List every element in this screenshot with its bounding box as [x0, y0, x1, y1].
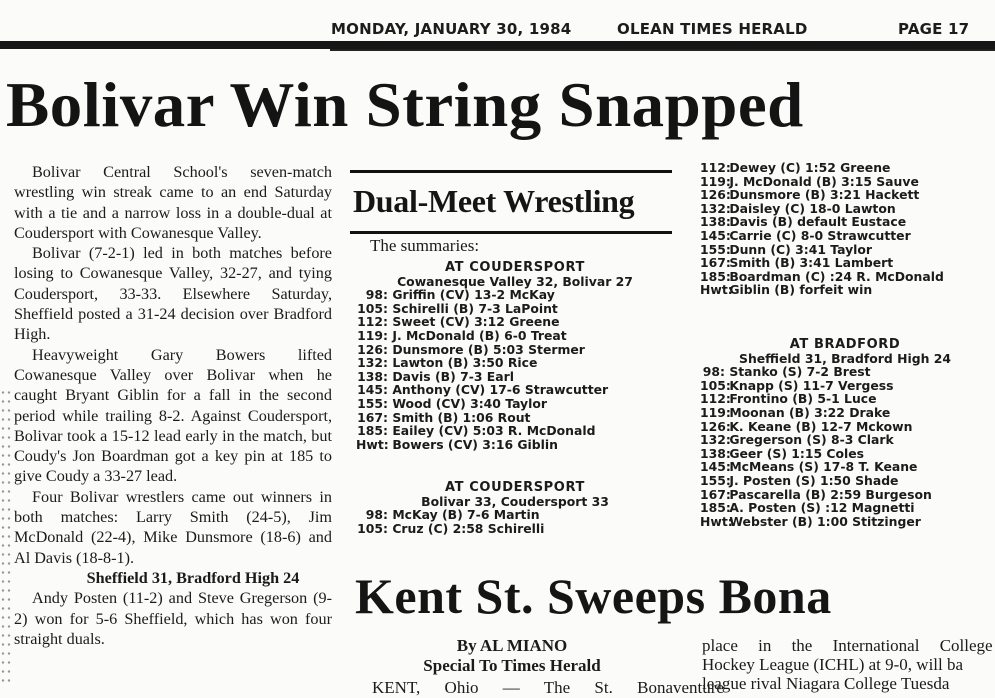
newspaper-name: OLEAN TIMES HERALD [617, 20, 808, 38]
weight-class: 155: [700, 241, 731, 257]
bout-result: Dunsmore (B) 3:21 Hackett [729, 187, 920, 203]
main-headline: Bolivar Win String Snapped [6, 70, 804, 140]
bout-result: Cruz (C) 2:58 Schirelli [392, 520, 545, 536]
meet-results [356, 481, 674, 535]
bout-row [356, 329, 674, 343]
bout-row [700, 392, 990, 406]
meet-score: Sheffield 31, Bradford High 24 [739, 350, 951, 366]
byline-block [352, 636, 672, 676]
bout-row [700, 256, 990, 270]
bout-row [356, 397, 674, 411]
bout-row [356, 424, 674, 438]
bout-row [700, 229, 990, 243]
meet-score: Bolivar 33, Coudersport 33 [421, 493, 609, 509]
weight-class: 132: [700, 432, 731, 448]
story-subhead: Sheffield 31, Bradford High 24 [86, 568, 300, 587]
bout-row [700, 379, 990, 393]
issue-date: MONDAY, JANUARY 30, 1984 [331, 20, 572, 38]
dateline: KENT, Ohio — The St. Bonaventure [372, 678, 724, 697]
bout-result: Knapp (S) 11-7 Vergess [729, 377, 894, 393]
weight-class: 119: [700, 404, 731, 420]
story-paragraph: Bolivar (7-2-1) led in both matches before losing to Cowanesque Valley, 32-27, and tying Coudersport, 33-33. Elsewhere Saturday, Sheffield posted a 31-24 decision over Bradford High. [14, 244, 332, 344]
bout-result: Dunsmore (B) 5:03 Stermer [392, 341, 585, 357]
weight-class: 185: [700, 500, 731, 516]
meet-results [700, 338, 990, 528]
bout-row [700, 420, 990, 434]
bout-result: Sweet (CV) 3:12 Greene [392, 314, 560, 330]
bout-result: Webster (B) 1:00 Stitzinger [729, 513, 921, 529]
bout-result: Davis (B) default Eustace [729, 214, 907, 230]
bout-row [356, 522, 674, 536]
weight-class: 155: [357, 395, 388, 411]
bout-row [700, 488, 990, 502]
byline: By AL MIANO [456, 636, 568, 655]
bout-row [700, 215, 990, 229]
weight-class: 145: [700, 227, 731, 243]
weight-class: 138: [357, 368, 388, 384]
weight-class: 167: [700, 486, 731, 502]
second-headline: Kent St. Sweeps Bona [355, 568, 832, 624]
weight-class: 167: [357, 409, 388, 425]
weight-class: 112: [357, 314, 388, 330]
story-paragraph: Four Bolivar wrestlers came out winners in both matches: Larry Smith (24-5), Jim McDonald (22-4), Mike Dunsmore (18-6) and Al Davis (18-8-1). [14, 487, 332, 567]
bout-result: Lawton (B) 3:50 Rice [392, 355, 538, 371]
bout-row [700, 447, 990, 461]
bout-row [356, 288, 674, 302]
bout-result: K. Keane (B) 12-7 Mckown [729, 418, 913, 434]
story-paragraph: Bolivar Central School's seven-match wrestling win streak came to an end Saturday with a tie and a narrow loss in a double-dual at Coudersport with Cowanesque Valley. [14, 163, 332, 242]
bout-result: McMeans (S) 17-8 T. Keane [729, 459, 918, 475]
meet-venue: AT COUDERSPORT [445, 260, 585, 275]
sidebar-bottom-rule [350, 231, 672, 234]
weight-class: 145: [357, 382, 388, 398]
meet-venue: AT BRADFORD [789, 337, 901, 352]
bout-result: Geer (S) 1:15 Coles [729, 445, 865, 461]
masthead-rule [0, 41, 995, 49]
bout-row [700, 283, 990, 297]
story-line: Hockey League (ICHL) at 9-0, will ba [702, 655, 964, 674]
bout-result: Giblin (B) forfeit win [729, 282, 873, 298]
bout-result: Stanko (S) 7-2 Brest [729, 364, 871, 380]
weight-class: 119: [700, 173, 731, 189]
story-line: league rival Niagara College Tuesda [702, 674, 950, 693]
bout-row [700, 365, 990, 379]
meet-score: Cowanesque Valley 32, Bolivar 27 [397, 273, 633, 289]
weight-class: Hwt: [700, 513, 733, 529]
bout-result: J. Posten (S) 1:50 Shade [729, 472, 899, 488]
bout-row [356, 438, 674, 452]
bout-row [700, 161, 990, 175]
bout-row [356, 411, 674, 425]
bout-row [700, 501, 990, 515]
bout-row [700, 474, 990, 488]
story-line: place in the International College [702, 636, 993, 655]
bout-row [700, 188, 990, 202]
bout-result: Gregerson (S) 8-3 Clark [729, 432, 894, 448]
bout-result: Boardman (C) :24 R. McDonald [729, 268, 944, 284]
story-paragraph: Heavyweight Gary Bowers lifted Cowanesque Valley over Bolivar when he caught Bryant Giblin for a fall in the second period while trailing 8-2. Against Coudersport, Bolivar took a 15-12 lead early in the match, but Coudy's Jon Boardman got a key pin at 185 to give Coudy a 33-27 lead. [14, 345, 332, 486]
weight-class: 185: [700, 268, 731, 284]
weight-class: Hwt: [700, 282, 733, 298]
bout-row [356, 343, 674, 357]
weight-class: 98: [702, 364, 725, 380]
sidebar-top-rule [350, 170, 672, 173]
story-paragraph: Andy Posten (11-2) and Steve Gregerson (9-2) won for 5-6 Sheffield, which has won four straight duals. [14, 589, 332, 648]
meet-results-continued [700, 161, 990, 297]
bout-row [356, 302, 674, 316]
bout-result: Wood (CV) 3:40 Taylor [392, 395, 547, 411]
bout-result: Anthony (CV) 17-6 Strawcutter [392, 382, 609, 398]
bout-row [356, 508, 674, 522]
bout-row [700, 433, 990, 447]
sidebar-title: Dual-Meet Wrestling [353, 183, 635, 219]
bout-result: Davis (B) 7-3 Earl [392, 368, 514, 384]
bout-row [356, 315, 674, 329]
weight-class: 185: [357, 423, 388, 439]
page-number: PAGE 17 [898, 20, 970, 38]
bout-row [700, 515, 990, 529]
bout-row [356, 383, 674, 397]
weight-class: 119: [357, 327, 388, 343]
weight-class: 126: [700, 418, 731, 434]
weight-class: 105: [357, 520, 388, 536]
main-story-body [14, 162, 332, 649]
weight-class: 105: [357, 300, 388, 316]
weight-class: 138: [700, 445, 731, 461]
bout-result: Eailey (CV) 5:03 R. McDonald [392, 423, 596, 439]
bout-row [700, 406, 990, 420]
weight-class: 126: [700, 187, 731, 203]
weight-class: 155: [700, 472, 731, 488]
bout-result: Smith (B) 1:06 Rout [392, 409, 531, 425]
bout-result: Frontino (B) 5-1 Luce [729, 391, 877, 407]
weight-class: 132: [700, 200, 731, 216]
bout-result: Dewey (C) 1:52 Greene [729, 160, 891, 175]
byline-credit: Special To Times Herald [423, 656, 601, 675]
bout-result: Pascarella (B) 2:59 Burgeson [729, 486, 932, 502]
weight-class: 126: [357, 341, 388, 357]
weight-class: 167: [700, 255, 731, 271]
bout-row [700, 243, 990, 257]
bout-row [700, 460, 990, 474]
meet-results [356, 261, 674, 451]
bout-result: Schirelli (B) 7-3 LaPoint [392, 300, 558, 316]
bout-result: McKay (B) 7-6 Martin [392, 507, 540, 523]
second-story-column [702, 636, 995, 693]
bout-row [700, 175, 990, 189]
bout-result: A. Posten (S) :12 Magnetti [729, 500, 915, 516]
bout-result: J. McDonald (B) 3:15 Sauve [729, 173, 919, 189]
bout-result: Griffin (CV) 13-2 McKay [392, 287, 555, 303]
bout-result: Carrie (C) 8-0 Strawcutter [729, 227, 911, 243]
bout-result: Daisley (C) 18-0 Lawton [729, 200, 896, 216]
meet-venue: AT COUDERSPORT [445, 480, 585, 495]
bout-row [356, 370, 674, 384]
weight-class: 112: [700, 391, 731, 407]
masthead [0, 16, 995, 42]
weight-class: 112: [700, 160, 731, 175]
bout-result: Moonan (B) 3:22 Drake [729, 404, 891, 420]
bout-result: Dunn (C) 3:41 Taylor [729, 241, 873, 257]
weight-class: Hwt: [356, 436, 389, 452]
weight-class: 138: [700, 214, 731, 230]
weight-class: 98: [365, 507, 388, 523]
summaries-label: The summaries: [370, 236, 480, 255]
bout-row [700, 202, 990, 216]
masthead-rule-secondary [330, 49, 995, 51]
bout-result: Bowers (CV) 3:16 Giblin [392, 436, 558, 452]
bout-result: J. McDonald (B) 6-0 Treat [392, 327, 567, 343]
weight-class: 98: [365, 287, 388, 303]
weight-class: 105: [700, 377, 731, 393]
weight-class: 132: [357, 355, 388, 371]
bout-row [700, 270, 990, 284]
bout-result: Smith (B) 3:41 Lambert [729, 255, 894, 271]
weight-class: 145: [700, 459, 731, 475]
page-margin-artifact [0, 388, 12, 688]
bout-row [356, 356, 674, 370]
